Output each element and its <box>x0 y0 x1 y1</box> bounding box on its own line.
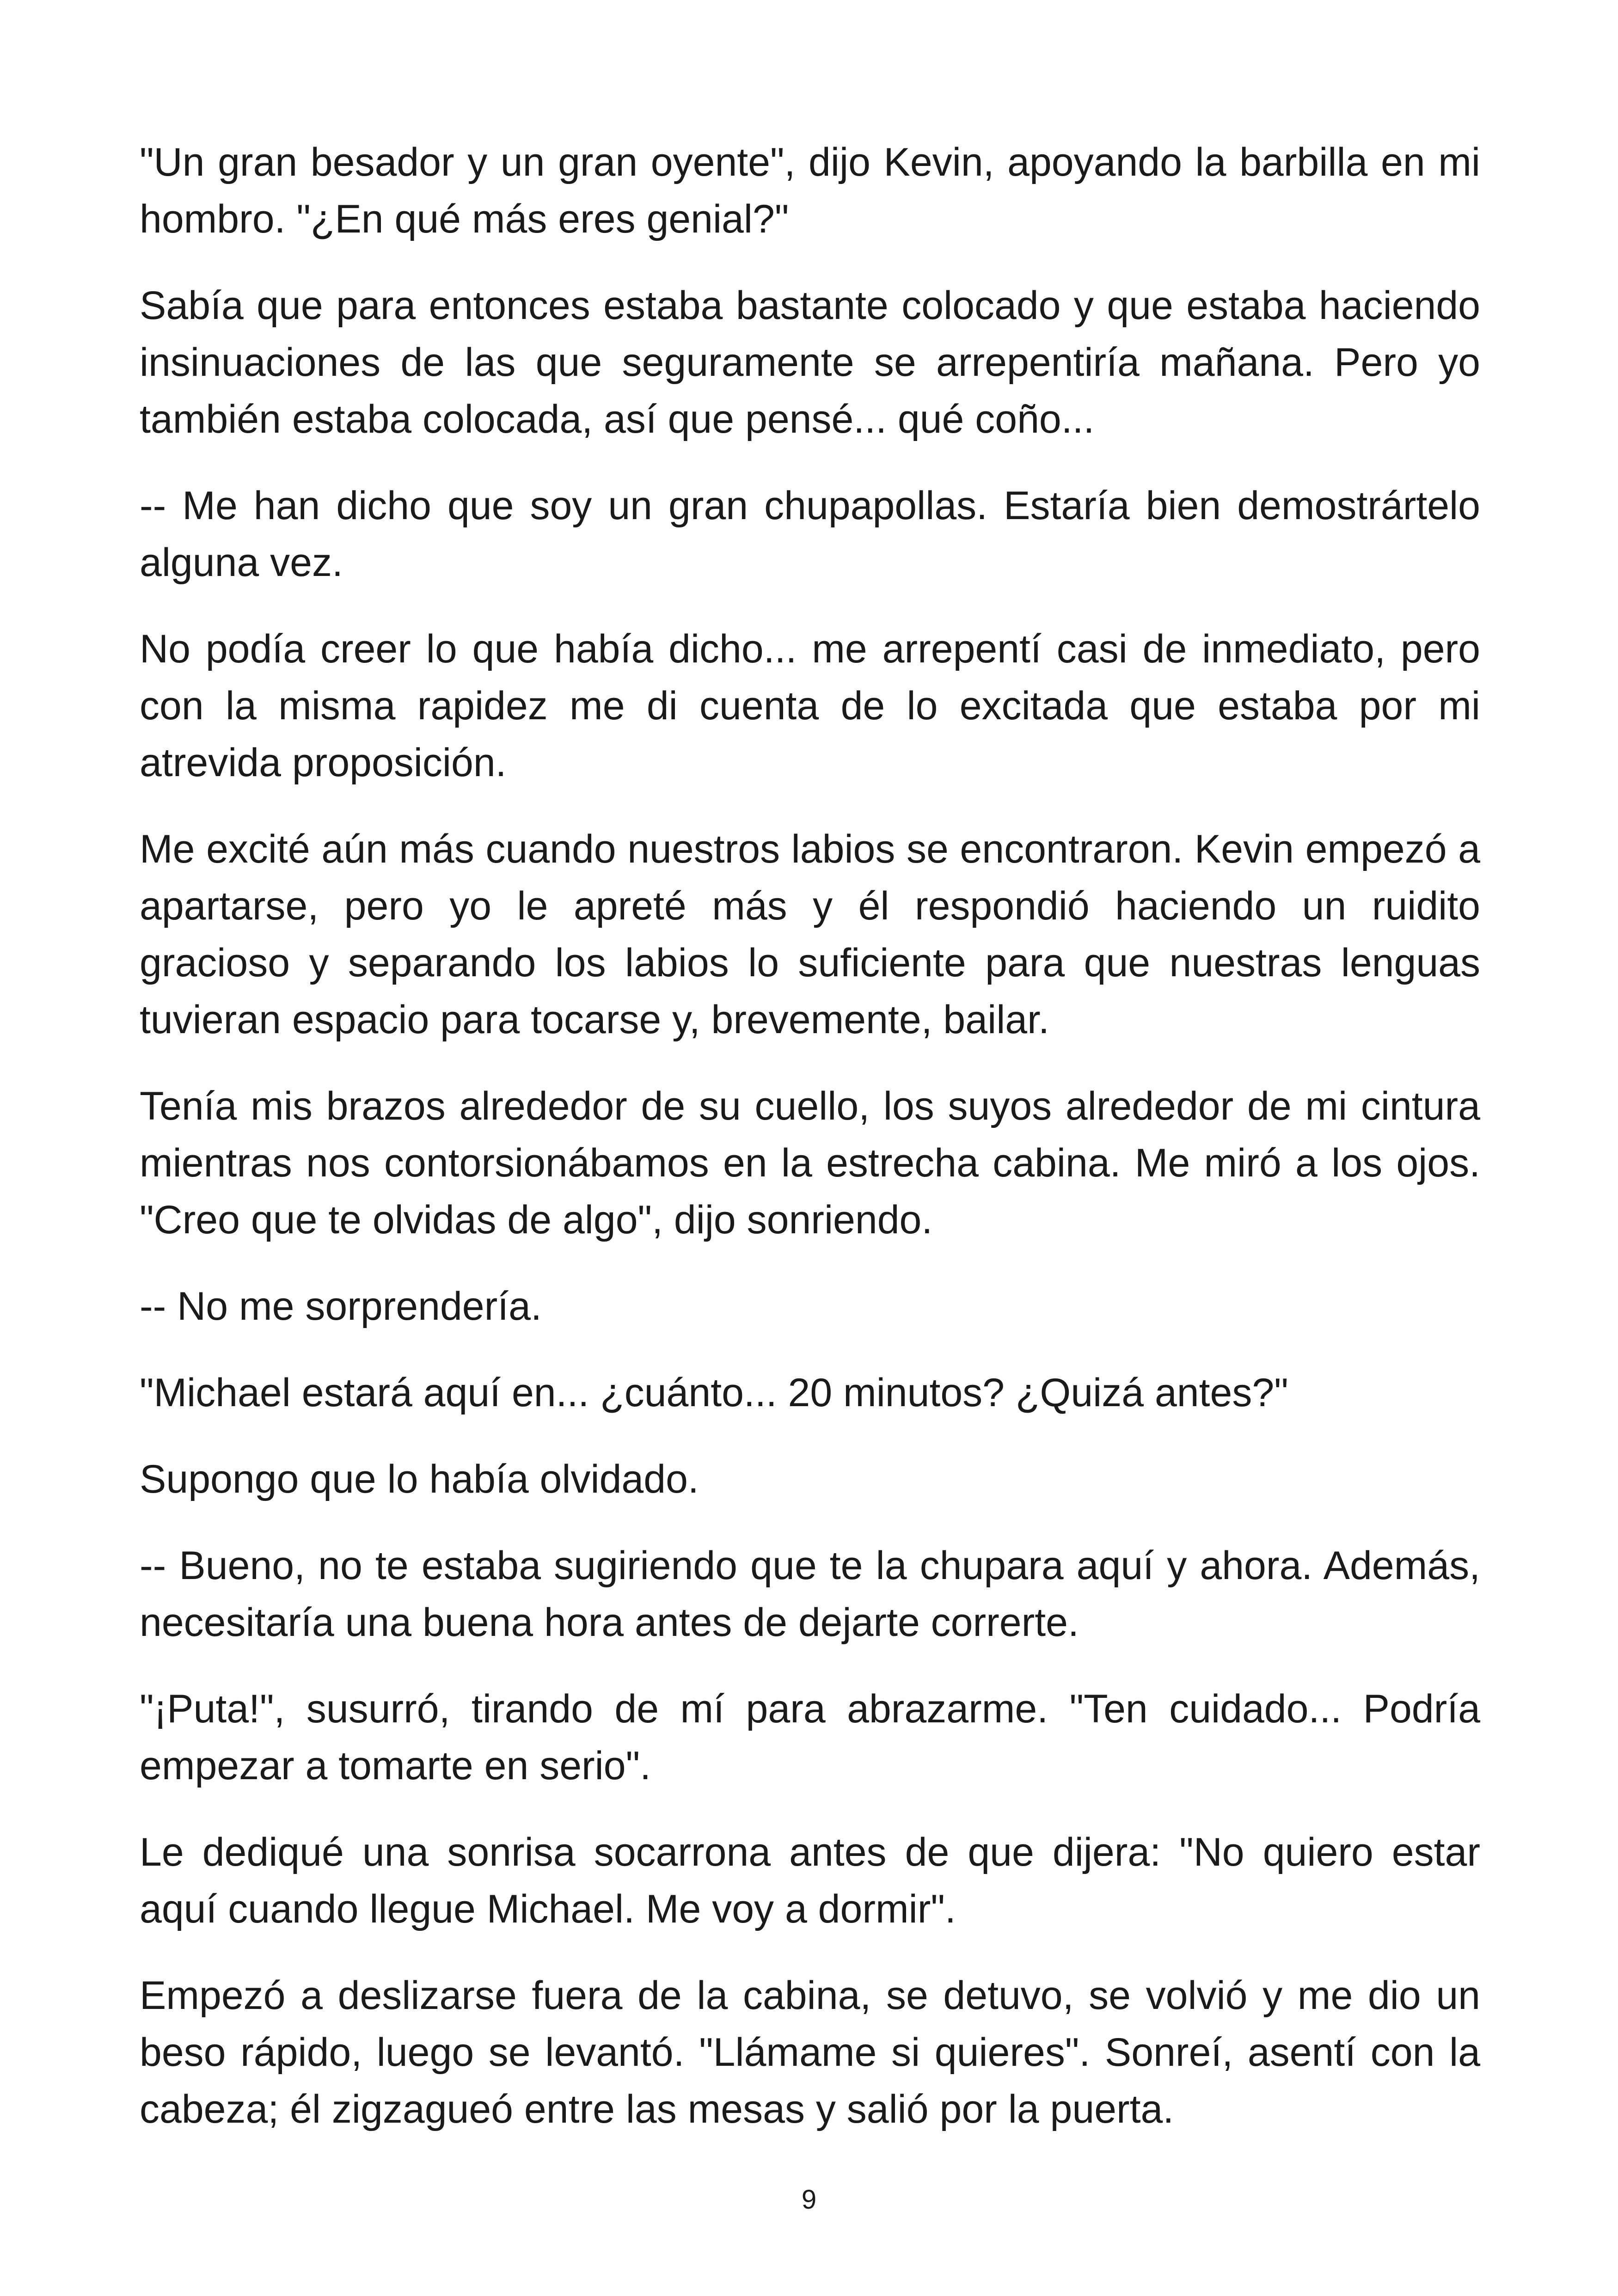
paragraph: Le dediqué una sonrisa socarrona antes de que dijera: "No quiero estar aquí cuando llegue Michael. Me voy a dormir". <box>140 1830 1480 1931</box>
paragraph: "¡Puta!", susurró, tirando de mí para abrazarme. "Ten cuidado... Podría empezar a tomarte en serio". <box>140 1687 1480 1788</box>
paragraph: -- No me sorprendería. <box>140 1284 542 1329</box>
paragraph: "Michael estará aquí en... ¿cuánto... 20 minutos? ¿Quizá antes?" <box>140 1371 1288 1415</box>
paragraph: Supongo que lo había olvidado. <box>140 1457 699 1501</box>
paragraph: -- Bueno, no te estaba sugiriendo que te la chupara aquí y ahora. Además, necesitaría una buena hora antes de dejarte correrte. <box>140 1543 1480 1645</box>
paragraph: Sabía que para entonces estaba bastante colocado y que estaba haciendo insinuaciones de las que seguramente se arrepentiría mañana. Pero yo también estaba colocada, así que pensé... qué coño... <box>140 283 1480 441</box>
paragraph: Empezó a deslizarse fuera de la cabina, se detuvo, se volvió y me dio un beso rápido, luego se levantó. "Llámame si quieres". Sonreí, asentí con la cabeza; él zigzagueó entre las mesas y salió por la puerta. <box>140 1973 1480 2131</box>
page-number: 9 <box>801 2185 817 2215</box>
text-body <box>140 134 1480 2167</box>
paragraph: "Un gran besador y un gran oyente", dijo Kevin, apoyando la barbilla en mi hombro. "¿En qué más eres genial?" <box>140 140 1480 241</box>
paragraph: Tenía mis brazos alrededor de su cuello, los suyos alrededor de mi cintura mientras nos contorsionábamos en la estrecha cabina. Me miró a los ojos. "Creo que te olvidas de algo", dijo sonriendo. <box>140 1084 1480 1242</box>
paragraph: Me excité aún más cuando nuestros labios se encontraron. Kevin empezó a apartarse, pero yo le apreté más y él respondió haciendo un ruidito gracioso y separando los labios lo suficiente para que nuestras lenguas tuvieran espacio para tocarse y, brevemente, bailar. <box>140 827 1480 1042</box>
paragraph: -- Me han dicho que soy un gran chupapollas. Estaría bien demostrártelo alguna vez. <box>140 484 1480 585</box>
paragraph: No podía creer lo que había dicho... me arrepentí casi de inmediato, pero con la misma rapidez me di cuenta de lo excitada que estaba por mi atrevida proposición. <box>140 627 1480 785</box>
